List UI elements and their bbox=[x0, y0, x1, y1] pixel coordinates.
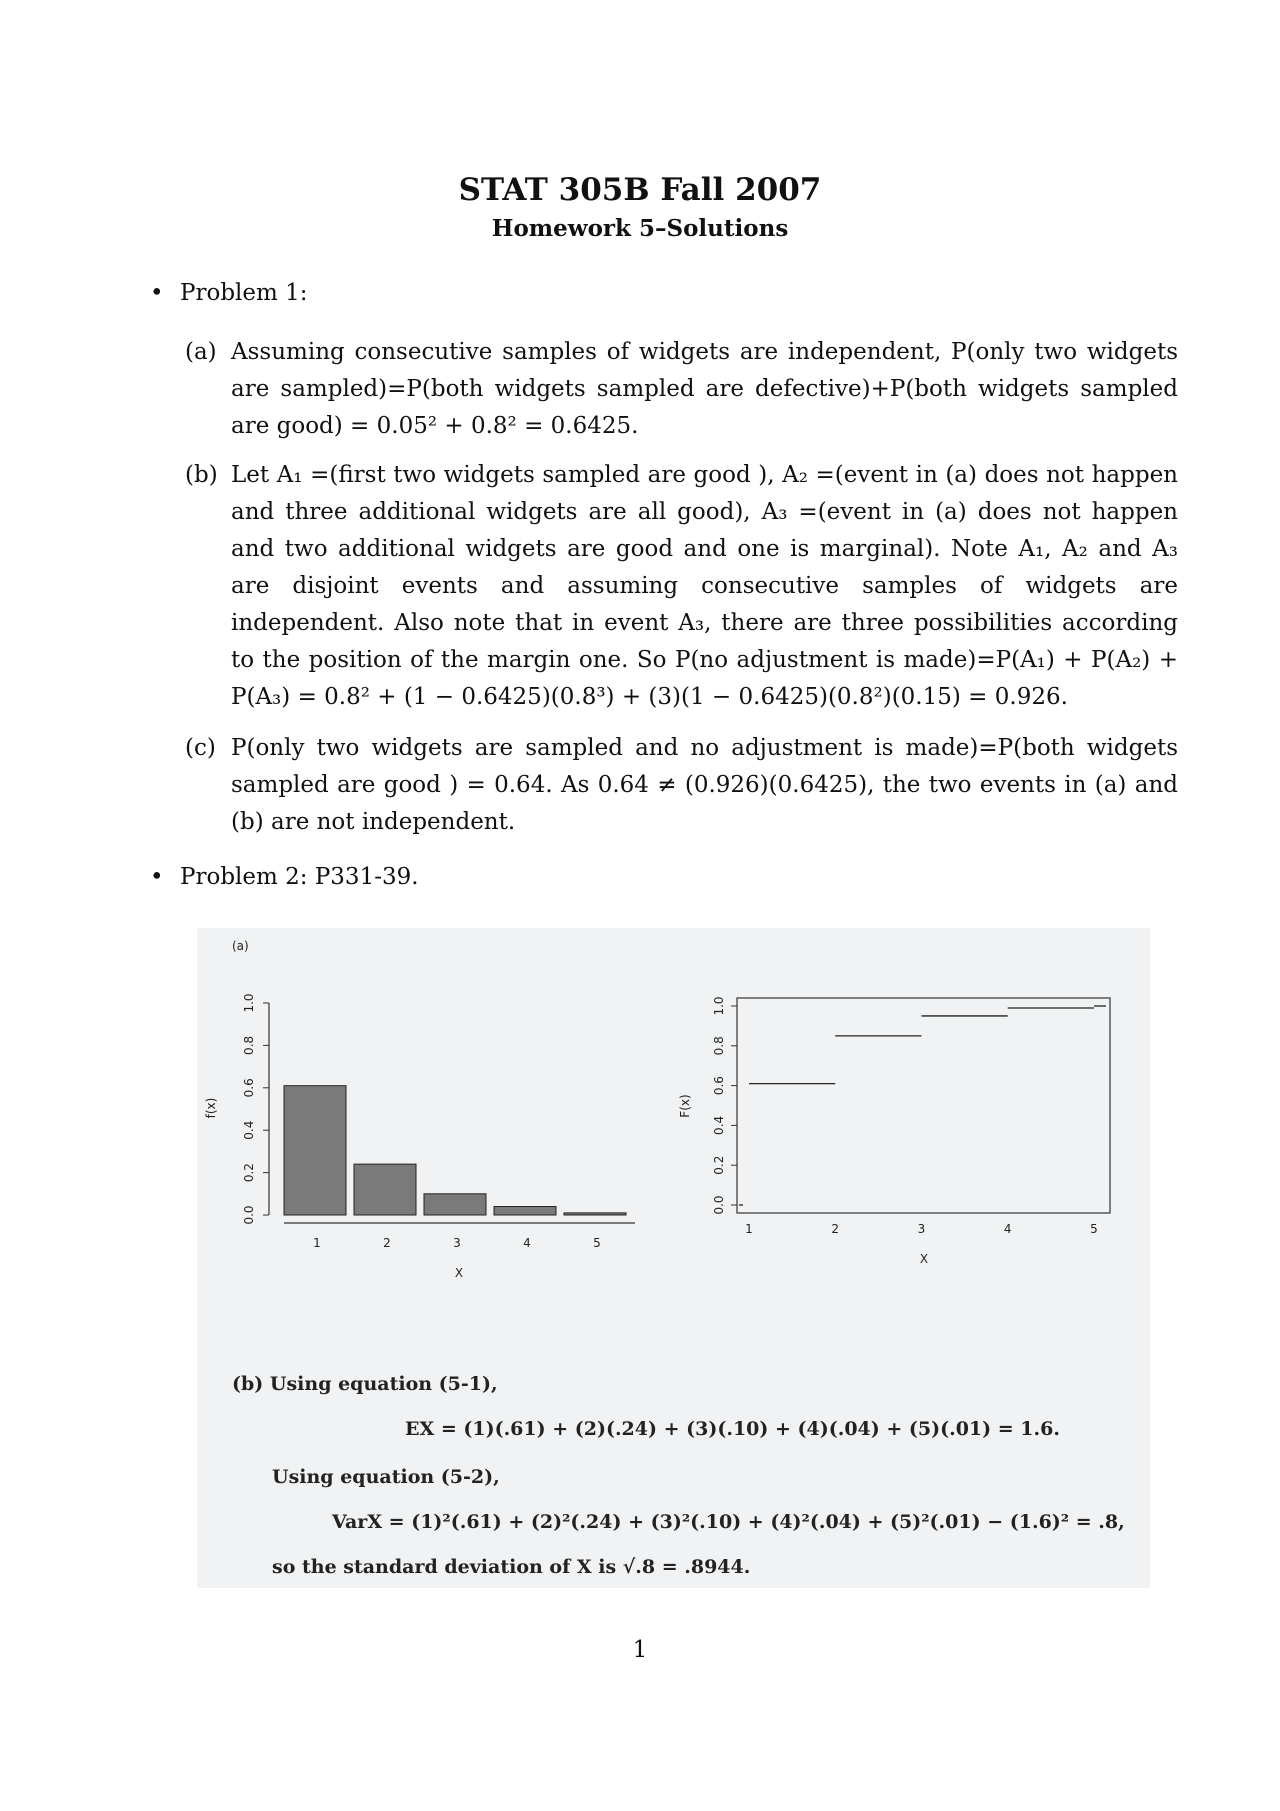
page-subtitle: Homework 5–Solutions bbox=[491, 215, 789, 242]
part-b-label-text: (b) bbox=[232, 1373, 264, 1395]
plot-frame bbox=[737, 998, 1110, 1213]
bar bbox=[284, 1086, 346, 1215]
y-tick-label: 1.0 bbox=[712, 996, 726, 1016]
part-c-label: (c) bbox=[185, 735, 216, 761]
x-tick-label: 4 bbox=[523, 1236, 531, 1250]
problem-1-heading bbox=[150, 280, 308, 306]
bullet-icon: • bbox=[150, 280, 164, 306]
x-tick-label: 3 bbox=[917, 1222, 926, 1236]
y-tick-label: 0.4 bbox=[712, 1115, 726, 1135]
y-tick-label: 0.2 bbox=[712, 1155, 726, 1175]
variance-equation: VarX = (1)²(.61) + (2)²(.24) + (3)²(.10) + (4)²(.04) + (5)²(.01) − (1.6)² = .8, bbox=[332, 1511, 1125, 1533]
part-a-label: (a) bbox=[232, 939, 249, 953]
bar bbox=[354, 1164, 416, 1215]
x-tick-label: 1 bbox=[745, 1222, 753, 1236]
x-tick-label: 5 bbox=[593, 1236, 601, 1250]
charts-svg bbox=[197, 928, 1150, 1588]
x-tick-label: 2 bbox=[383, 1236, 391, 1250]
problem-2-label: Problem 2: P331-39. bbox=[180, 864, 419, 890]
page-number: 1 bbox=[632, 1637, 648, 1663]
part-b-text: Let A₁ =(first two widgets sampled are good ), A₂ =(event in (a) does not happen and three additional widgets are all good), A₃ =(event in (a) does not happen and two additional widgets are good and one is marginal). Note A₁, A₂ and A₃ are disjoint events and assuming consecutive samples of widgets are independent. Also note that in event A₃, there are three possibilities according to the position of the margin one. So P(no adjustment is made)=P(A₁) + P(A₂) + P(A₃) = 0.8² + (1 − 0.6425)(0.8³) + (3)(1 − 0.6425)(0.8²)(0.15) = 0.926. bbox=[231, 462, 1178, 710]
x-axis-title: X bbox=[454, 1266, 464, 1280]
x-tick-label: 1 bbox=[313, 1236, 321, 1250]
x-tick-label: 5 bbox=[1090, 1222, 1098, 1236]
y-tick-label: 0.0 bbox=[712, 1195, 726, 1215]
y-tick-label: 0.4 bbox=[242, 1120, 256, 1140]
y-tick-label: 0.6 bbox=[712, 1076, 726, 1096]
y-axis-title: f(x) bbox=[204, 1097, 218, 1119]
x-tick-label: 4 bbox=[1003, 1222, 1012, 1236]
bar bbox=[494, 1207, 556, 1215]
var-intro: Using equation (5-2), bbox=[272, 1466, 500, 1488]
x-axis-title: X bbox=[919, 1252, 929, 1266]
part-c-text: P(only two widgets are sampled and no adjustment is made)=P(both widgets sampled are good ) = 0.64. As 0.64 ≠ (0.926)(0.6425), the two events in (a) and (b) are not independent. bbox=[231, 735, 1178, 835]
part-b-intro bbox=[232, 1373, 498, 1395]
x-tick-label: 2 bbox=[831, 1222, 840, 1236]
bullet-icon: • bbox=[150, 864, 164, 890]
bar bbox=[424, 1194, 486, 1215]
x-tick-label: 3 bbox=[453, 1236, 461, 1250]
part-a-label: (a) bbox=[185, 339, 217, 365]
bar bbox=[564, 1213, 626, 1215]
y-tick-label: 0.2 bbox=[242, 1163, 256, 1183]
problem-1-label: Problem 1: bbox=[180, 280, 308, 306]
expected-value-equation: EX = (1)(.61) + (2)(.24) + (3)(.10) + (4)(.04) + (5)(.01) = 1.6. bbox=[405, 1418, 1060, 1440]
y-tick-label: 0.6 bbox=[242, 1078, 256, 1098]
problem-1c bbox=[185, 730, 1178, 841]
part-a-text: Assuming consecutive samples of widgets are independent, P(only two widgets are sampled)=P(both widgets sampled are defective)+P(both widgets sampled are good) = 0.05² + 0.8² = 0.6425. bbox=[231, 339, 1178, 439]
problem-1b bbox=[185, 457, 1178, 716]
page-title: STAT 305B Fall 2007 bbox=[458, 172, 822, 208]
y-tick-label: 0.0 bbox=[242, 1205, 256, 1225]
y-axis-title: F(x) bbox=[678, 1094, 692, 1118]
pmf-bar-chart bbox=[204, 993, 635, 1280]
problem-2-heading bbox=[150, 864, 419, 890]
scanned-solution bbox=[197, 928, 1150, 1588]
y-tick-label: 0.8 bbox=[242, 1035, 256, 1055]
sd-statement: so the standard deviation of X is √.8 = .8944. bbox=[272, 1556, 751, 1578]
y-tick-label: 1.0 bbox=[242, 993, 256, 1013]
cdf-step-chart bbox=[678, 996, 1110, 1266]
part-b-intro-text: Using equation (5-1), bbox=[269, 1373, 498, 1395]
problem-1a bbox=[185, 334, 1178, 445]
y-tick-label: 0.8 bbox=[712, 1036, 726, 1056]
part-b-label: (b) bbox=[185, 462, 218, 488]
